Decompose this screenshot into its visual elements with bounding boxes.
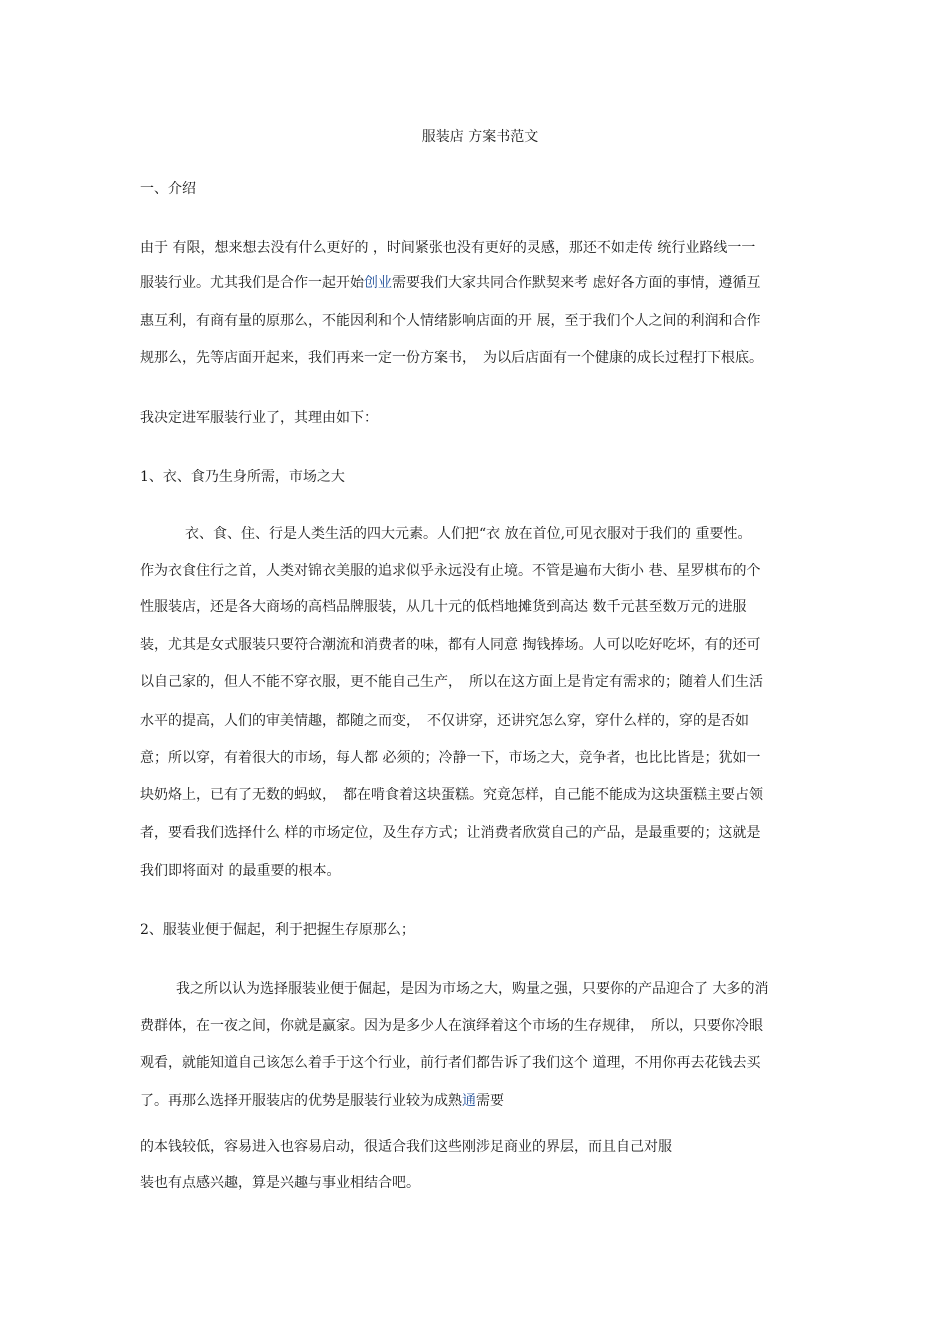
reason1-heading: 1、衣、食乃生身所需，市场之大 xyxy=(140,469,345,485)
startup-link[interactable]: 创业 xyxy=(364,275,392,291)
intro-line-2-text-a: 服装行业。尤其我们是合作一起开始 xyxy=(140,275,364,291)
reason2-line-5: 的本钱较低，容易进入也容易启动，很适合我们这些刚涉足商业的界层，而且自己对服 xyxy=(140,1139,672,1155)
reason2-line-4-text-a: 了。再那么选择开服装店的优势是服装行业较为成熟 xyxy=(140,1093,462,1109)
decision-paragraph: 我决定进军服装行业了，其理由如下： xyxy=(140,410,378,426)
intro-line-4: 规那么，先等店面开起来，我们再来一定一份方案书， 为以后店面有一个健康的成长过程打下根底。 xyxy=(140,350,763,366)
reason1-line-1: 衣、食、住、行是人类生活的四大元素。人们把“衣 放在首位,可见衣服对于我们的 重要性。 xyxy=(185,526,752,542)
intro-line-3: 惠互利，有商有量的原那么，不能因利和个人情绪影响店面的开 展，至于我们个人之间的利润和合作 xyxy=(140,313,761,329)
reason2-line-2: 费群体，在一夜之间，你就是赢家。因为是多少人在演绎着这个市场的生存规律， 所以，只要你冷眼 xyxy=(140,1018,763,1034)
reason1-line-9: 者，要看我们选择什么 样的市场定位，及生存方式；让消费者欣赏自己的产品，是最重要的；这就是 xyxy=(140,825,761,841)
reason1-line-8: 块奶烙上，已有了无数的蚂蚁， 都在啃食着这块蛋糕。究竟怎样，自己能不能成为这块蛋糕主要占领 xyxy=(140,787,763,803)
reason1-line-3: 性服装店，还是各大商场的高档品牌服装，从几十元的低档地摊货到高达 数千元甚至数万元的进服 xyxy=(140,599,747,615)
tong-link[interactable]: 通 xyxy=(462,1093,476,1109)
intro-line-2 xyxy=(140,273,760,293)
reason1-line-7: 意；所以穿，有着很大的市场，每人都 必须的；冷静一下，市场之大，竞争者，也比比皆是；犹如一 xyxy=(140,750,761,766)
reason2-line-1: 我之所以认为选择服装业便于倔起，是因为市场之大，购量之强，只要你的产品迎合了 大多的消 xyxy=(176,981,769,997)
reason2-heading: 2、服装业便于倔起，利于把握生存原那么； xyxy=(140,922,415,938)
document-title: 服装店 方案书范文 xyxy=(421,129,539,145)
reason2-line-3: 观看，就能知道自己该怎么着手于这个行业，前行者们都告诉了我们这个 道理，不用你再去花钱去买 xyxy=(140,1055,761,1071)
reason1-line-5: 以自己家的，但人不能不穿衣服，更不能自己生产， 所以在这方面上是肯定有需求的；随着人们生活 xyxy=(140,674,763,690)
intro-line-1: 由于 有限，想来想去没有什么更好的 ，时间紧张也没有更好的灵感，那还不如走传 统行业路线一一 xyxy=(140,240,756,256)
reason1-line-10: 我们即将面对 的最重要的根本。 xyxy=(140,863,341,879)
reason2-line-4 xyxy=(140,1091,504,1111)
reason1-line-6: 水平的提高，人们的审美情趣，都随之而变， 不仅讲穿，还讲究怎么穿，穿什么样的，穿的是否如 xyxy=(140,713,749,729)
intro-line-2-text-b: 需要我们大家共同合作默契来考 虑好各方面的事情，遵循互 xyxy=(392,275,761,291)
reason2-line-4-text-b: 需要 xyxy=(476,1093,504,1109)
reason1-line-2: 作为衣食住行之首，人类对锦衣美服的追求似乎永远没有止境。不管是遍布大街小 巷、星罗棋布的个 xyxy=(140,563,761,579)
section-heading-intro: 一、介绍 xyxy=(140,181,196,197)
reason2-line-6: 装也有点感兴趣，算是兴趣与事业相结合吧。 xyxy=(140,1175,420,1191)
reason1-line-4: 装，尤其是女式服装只要符合潮流和消费者的味，都有人同意 掏钱捧场。人可以吃好吃坏，有的还可 xyxy=(140,637,761,653)
